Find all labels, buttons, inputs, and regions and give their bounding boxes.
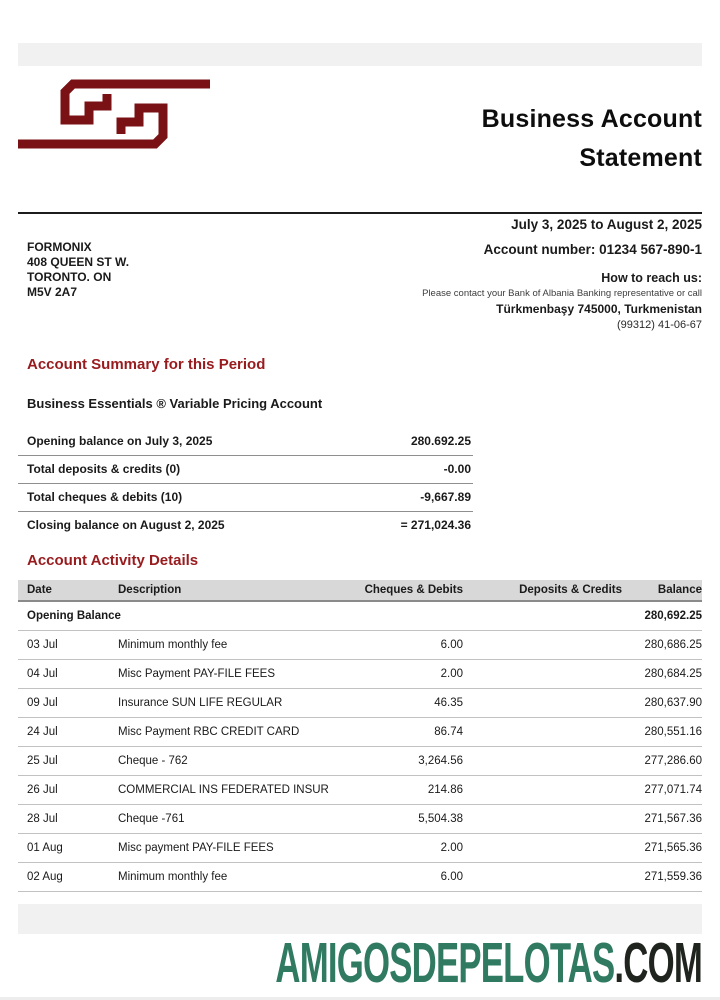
reach-us-heading: How to reach us: bbox=[601, 271, 702, 285]
watermark-site-name: AMIGOSDEPELOTAS bbox=[275, 932, 615, 995]
transaction-debit: 3,264.56 bbox=[418, 755, 463, 767]
summary-row bbox=[18, 484, 473, 512]
summary-row bbox=[18, 428, 473, 456]
transaction-balance: 280,637.90 bbox=[644, 697, 702, 709]
customer-name: FORMONIX bbox=[27, 240, 92, 254]
column-header-balance: Balance bbox=[657, 584, 702, 596]
summary-row-label: Total cheques & debits (10) bbox=[27, 490, 183, 504]
transaction-date: 25 Jul bbox=[27, 755, 58, 767]
transaction-date: 02 Aug bbox=[27, 871, 63, 883]
summary-table bbox=[18, 428, 473, 539]
column-header-credits: Deposits & Credits bbox=[519, 584, 622, 596]
transaction-balance: 271,559.36 bbox=[644, 871, 702, 883]
transaction-description: Cheque -761 bbox=[118, 813, 185, 825]
header-divider bbox=[18, 212, 702, 214]
transaction-debit: 2.00 bbox=[440, 842, 463, 854]
transaction-balance: 271,567.36 bbox=[644, 813, 702, 825]
summary-row-value: 280.692.25 bbox=[410, 434, 471, 448]
transaction-balance: 277,286.60 bbox=[644, 755, 702, 767]
account-summary-section bbox=[18, 356, 702, 539]
column-header-description: Description bbox=[118, 584, 182, 596]
document-title bbox=[482, 100, 702, 178]
bank-phone: (99312) 41-06-67 bbox=[616, 319, 702, 331]
header-gray-bar bbox=[18, 43, 702, 66]
column-header-debits: Cheques & Debits bbox=[364, 584, 463, 596]
transaction-date: 01 Aug bbox=[27, 842, 63, 854]
summary-row bbox=[18, 456, 473, 484]
transaction-description: Misc Payment PAY-FILE FEES bbox=[118, 668, 276, 680]
transaction-description: Misc payment PAY-FILE FEES bbox=[118, 842, 274, 854]
transaction-debit: 214.86 bbox=[427, 784, 463, 796]
transaction-row bbox=[18, 660, 702, 689]
transaction-description: Insurance SUN LIFE REGULAR bbox=[118, 697, 283, 709]
opening-balance-row bbox=[18, 602, 702, 631]
transaction-row bbox=[18, 863, 702, 892]
transaction-row bbox=[18, 689, 702, 718]
transaction-debit: 6.00 bbox=[440, 871, 463, 883]
transaction-balance: 280,551.16 bbox=[644, 726, 702, 738]
transaction-row bbox=[18, 631, 702, 660]
summary-row-value: -9,667.89 bbox=[420, 490, 471, 504]
summary-row-label: Opening balance on July 3, 2025 bbox=[27, 434, 213, 448]
document-title-line2: Statement bbox=[579, 144, 702, 172]
summary-row-label: Closing balance on August 2, 2025 bbox=[27, 518, 225, 532]
transaction-date: 26 Jul bbox=[27, 784, 58, 796]
transaction-date: 04 Jul bbox=[27, 668, 58, 680]
customer-address-line3: M5V 2A7 bbox=[27, 285, 78, 299]
reach-us-note: Please contact your Bank of Albania Banking representative or call bbox=[422, 288, 702, 299]
activity-heading: Account Activity Details bbox=[27, 552, 199, 569]
customer-address-line2: TORONTO. ON bbox=[27, 270, 112, 284]
transaction-balance: 277,071.74 bbox=[644, 784, 702, 796]
summary-row-value: = 271,024.36 bbox=[400, 518, 471, 532]
watermark bbox=[275, 932, 702, 996]
column-header-date: Date bbox=[27, 584, 52, 596]
transaction-row bbox=[18, 834, 702, 863]
transaction-date: 03 Jul bbox=[27, 639, 58, 651]
statement-period: July 3, 2025 to August 2, 2025 bbox=[511, 217, 702, 232]
bank-address: Türkmenbaşy 745000, Turkmenistan bbox=[496, 302, 702, 316]
transaction-description: Cheque - 762 bbox=[118, 755, 188, 767]
transaction-debit: 46.35 bbox=[434, 697, 463, 709]
customer-address-block bbox=[27, 240, 129, 300]
summary-row-label: Total deposits & credits (0) bbox=[27, 462, 181, 476]
transaction-row bbox=[18, 776, 702, 805]
transaction-debit: 86.74 bbox=[434, 726, 463, 738]
transaction-debit: 6.00 bbox=[440, 639, 463, 651]
transaction-balance: 280,684.25 bbox=[644, 668, 702, 680]
bank-logo-icon bbox=[16, 78, 212, 152]
transaction-balance: 280,686.25 bbox=[644, 639, 702, 651]
watermark-domain-suffix: .COM bbox=[614, 932, 702, 995]
transaction-row bbox=[18, 805, 702, 834]
summary-row-value: -0.00 bbox=[443, 462, 471, 476]
opening-balance-label: Opening Balance bbox=[27, 610, 121, 622]
transaction-balance: 271,565.36 bbox=[644, 842, 702, 854]
transaction-debit: 5,504.38 bbox=[418, 813, 463, 825]
transaction-row bbox=[18, 747, 702, 776]
activity-table-body bbox=[18, 631, 702, 892]
summary-heading: Account Summary for this Period bbox=[27, 356, 266, 373]
transaction-row bbox=[18, 718, 702, 747]
customer-address-line1: 408 QUEEN ST W. bbox=[27, 255, 130, 269]
transaction-description: Misc Payment RBC CREDIT CARD bbox=[118, 726, 300, 738]
opening-balance-value: 280,692.25 bbox=[644, 610, 702, 622]
transaction-description: Minimum monthly fee bbox=[118, 639, 228, 651]
footer-gray-bar bbox=[18, 904, 702, 934]
transaction-date: 24 Jul bbox=[27, 726, 58, 738]
transaction-date: 28 Jul bbox=[27, 813, 58, 825]
product-name: Business Essentials ® Variable Pricing Account bbox=[27, 396, 323, 411]
activity-table-header bbox=[18, 580, 702, 602]
summary-row bbox=[18, 512, 473, 539]
transaction-date: 09 Jul bbox=[27, 697, 58, 709]
transaction-debit: 2.00 bbox=[440, 668, 463, 680]
account-number: Account number: 01234 567-890-1 bbox=[483, 242, 702, 257]
statement-info-block bbox=[422, 217, 702, 331]
document-title-line1: Business Account bbox=[481, 105, 702, 133]
transaction-description: Minimum monthly fee bbox=[118, 871, 228, 883]
transaction-description: COMMERCIAL INS FEDERATED INSUR bbox=[118, 784, 329, 796]
account-activity-section bbox=[18, 552, 702, 892]
